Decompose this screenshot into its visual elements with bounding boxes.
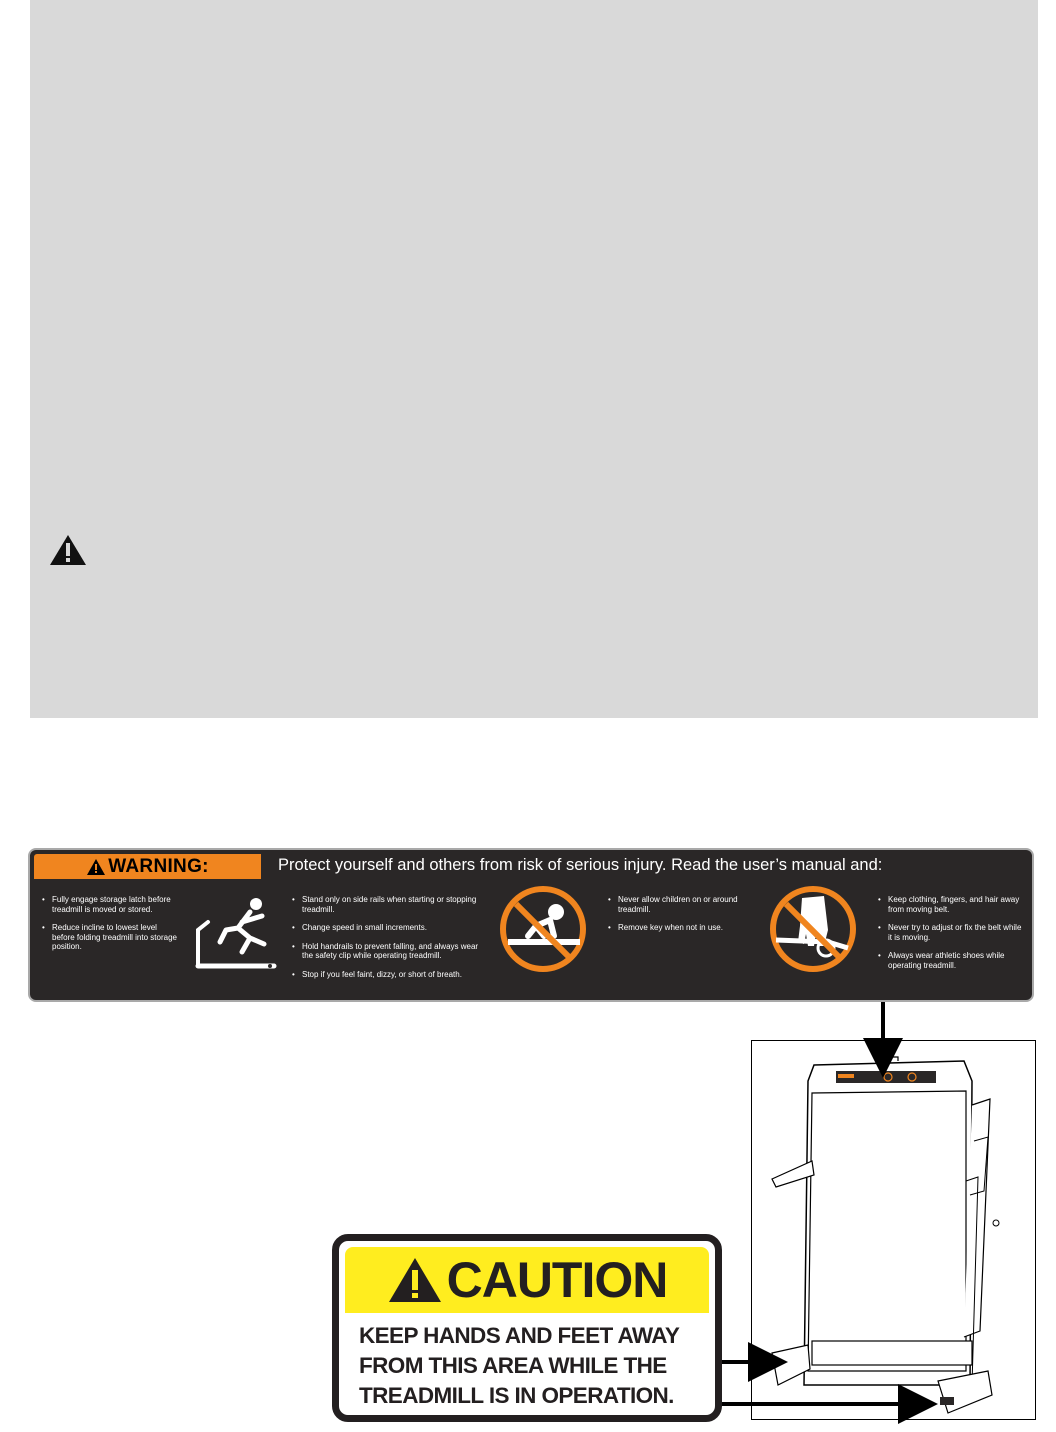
list-item: • Always wear athletic shoes while operating treadmill. [876, 951, 1026, 970]
treadmill-illustration-frame [751, 1040, 1036, 1420]
caution-line: TREADMILL IS IN OPERATION. [359, 1383, 674, 1408]
fall-hazard-icon [190, 892, 280, 972]
warning-heading: Protect yourself and others from risk of serious injury. Read the user’s manual and: [278, 856, 883, 874]
treadmill-illustration [752, 1041, 1035, 1419]
list-item: • Fully engage storage latch before treadmill is moved or stored. [40, 895, 180, 914]
caution-title: CAUTION [446, 1252, 668, 1308]
caution-label [332, 1234, 722, 1422]
warning-label [28, 848, 1034, 1002]
list-item: • Reduce incline to lowest level before folding treadmill into storage position. [40, 923, 180, 952]
list-item: • Stand only on side rails when starting or stopping treadmill. [290, 895, 490, 914]
caution-line: FROM THIS AREA WHILE THE [359, 1353, 667, 1378]
warning-tag [34, 854, 261, 879]
list-item: • Never allow children on or around treadmill. [606, 895, 756, 914]
list-item: • Keep clothing, fingers, and hair away from moving belt. [876, 895, 1026, 914]
gray-panel [30, 0, 1038, 718]
list-item: • Never try to adjust or fix the belt while it is moving. [876, 923, 1026, 942]
list-item: • Change speed in small increments. [290, 923, 490, 933]
warning-column-2 [290, 895, 490, 988]
caution-line: KEEP HANDS AND FEET AWAY [359, 1323, 680, 1348]
list-item: • Remove key when not in use. [606, 923, 756, 933]
warning-column-1 [40, 895, 180, 961]
list-item: • Hold handrails to prevent falling, and always wear the safety clip while operating treadmill. [290, 942, 490, 961]
caution-header [345, 1247, 709, 1313]
no-children-icon [498, 884, 588, 974]
warning-triangle-icon [387, 1256, 443, 1304]
warning-triangle-icon [49, 534, 87, 566]
warning-triangle-icon [86, 858, 106, 876]
caution-text [359, 1321, 704, 1411]
list-item: • Stop if you feel faint, dizzy, or short of breath. [290, 970, 490, 980]
no-hands-icon [768, 884, 858, 974]
warning-column-4 [876, 895, 1026, 979]
warning-tag-text: WARNING: [108, 855, 209, 877]
warning-column-3 [606, 895, 756, 942]
